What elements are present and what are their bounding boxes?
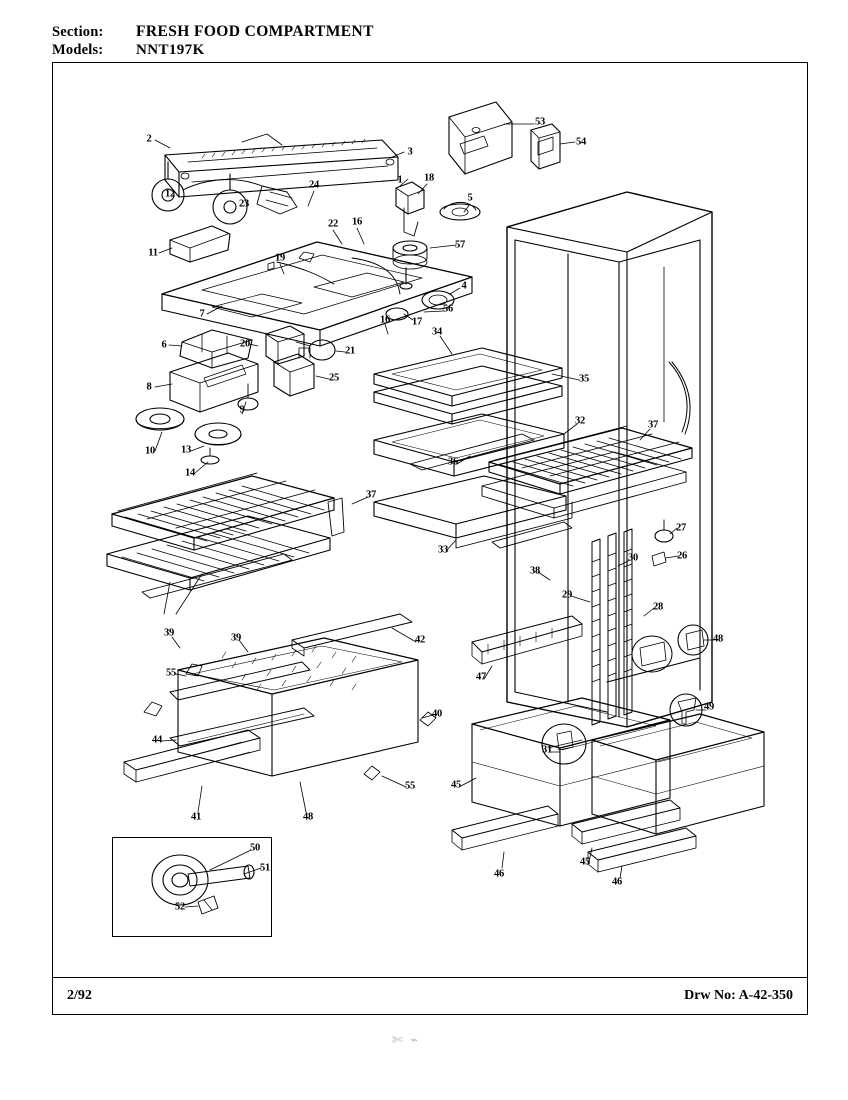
models-value: NNT197K [136,42,205,59]
callout-number: 25 [328,372,340,384]
callout-number: 12 [164,188,176,200]
callout-number: 16 [379,314,391,326]
models-label: Models: [52,42,104,59]
callout-number: 33 [437,544,449,556]
exploded-diagram [52,62,808,1015]
callout-number: 4 [461,280,467,292]
section-row [52,22,652,41]
callout-number: 45 [450,779,462,791]
callout-number: 6 [161,339,167,351]
section-label: Section: [52,24,104,40]
callout-number: 39 [230,632,242,644]
callout-number: 55 [404,780,416,792]
callout-number: 56 [442,303,454,315]
revision-date: 2/92 [67,988,92,1003]
callout-number: 28 [652,601,664,613]
callout-number: 7 [199,308,205,320]
callout-number: 18 [423,172,435,184]
callout-number: 38 [529,565,541,577]
callout-number: 46 [611,876,623,888]
callout-number: 44 [151,734,163,746]
callout-number: 14 [184,467,196,479]
callout-number: 9 [239,404,245,416]
drawing-number-label: Drw No: [684,988,736,1003]
callout-number: 31 [541,744,553,756]
callout-number: 48 [302,811,314,823]
callout-number: 5 [467,192,473,204]
models-row [52,41,652,60]
callout-number: 52 [174,901,186,913]
callout-number: 49 [703,701,715,713]
callout-number: 26 [676,550,688,562]
callout-number: 11 [148,247,158,259]
callout-number: 45 [579,856,591,868]
callout-number: 32 [574,415,586,427]
callout-number: 34 [431,326,443,338]
callout-number: 1 [397,174,403,186]
callout-number: 41 [190,811,202,823]
callout-number: 46 [493,868,505,880]
callout-number: 42 [414,634,426,646]
callout-number: 2 [146,133,152,145]
callout-number: 53 [534,116,546,128]
sheet-header [52,22,652,60]
callout-number: 37 [647,419,659,431]
callout-number: 3 [407,146,413,158]
callout-number: 54 [575,136,587,148]
drawing-number-value: A-42-350 [738,988,793,1003]
callout-number: 50 [249,842,261,854]
callout-number: 37 [365,489,377,501]
callout-number: 36 [447,456,459,468]
callout-number: 29 [561,589,573,601]
callout-number: 30 [627,552,639,564]
callout-number: 17 [411,316,423,328]
callout-number: 22 [327,218,339,230]
callout-number: 16 [351,216,363,228]
page-artifact: ✄ ⌁ [392,1032,420,1047]
callout-number: 19 [274,252,286,264]
callout-number: 57 [454,239,466,251]
callout-number: 39 [163,627,175,639]
callout-number: 20 [239,338,251,350]
callout-number: 8 [146,381,152,393]
callout-number: 24 [308,179,320,191]
callout-number: 51 [259,862,271,874]
callout-number: 48 [712,633,724,645]
callout-number: 27 [675,522,687,534]
callout-number: 10 [144,445,156,457]
callout-number: 13 [180,444,192,456]
detail-inset-frame [112,837,272,937]
callout-number: 23 [238,198,250,210]
callout-number: 40 [431,708,443,720]
callout-number: 55 [165,667,177,679]
callout-number: 35 [578,373,590,385]
section-value: FRESH FOOD COMPARTMENT [136,23,374,40]
callout-number: 21 [344,345,356,357]
callout-number: 47 [475,671,487,683]
